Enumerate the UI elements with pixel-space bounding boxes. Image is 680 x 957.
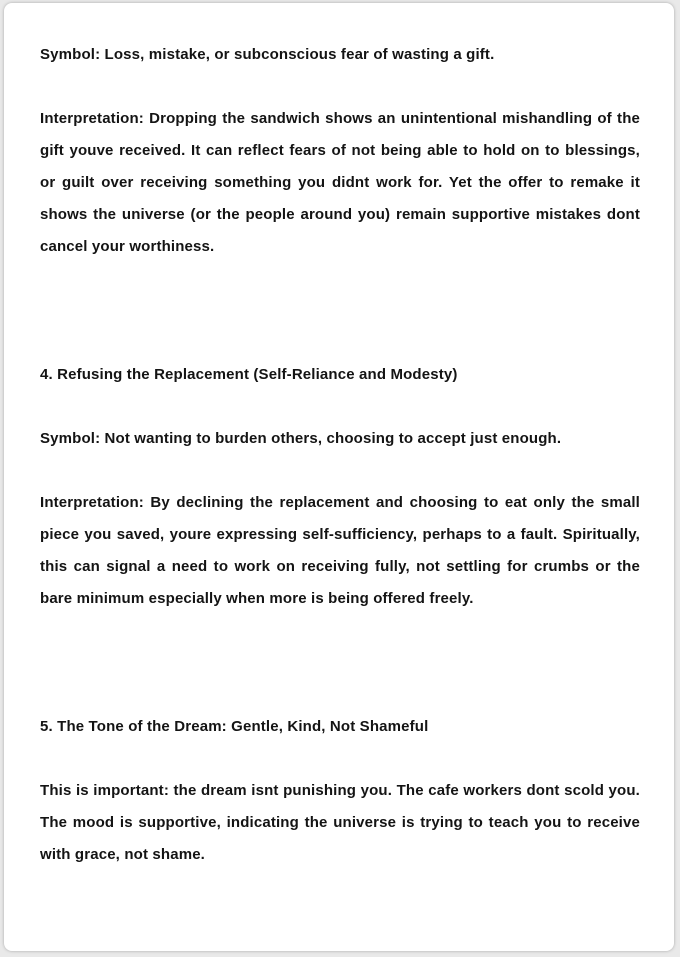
section-4-interpretation: Interpretation: By declining the replacement and choosing to eat only the small piece you saved, youre expressing self-sufficiency, perhaps to a fault. Spiritually, this can signal a need to work on receiving fully, not settling for crumbs or the bare minimum especially when more is being offered freely. [40,494,640,607]
section-4-heading: 4. Refusing the Replacement (Self-Reliance and Modesty) [40,366,458,383]
section-3-interpretation: Interpretation: Dropping the sandwich shows an unintentional mishandling of the gift youve received. It can reflect fears of not being able to hold on to blessings, or guilt over receiving something you didnt work for. Yet the offer to remake it shows the universe (or the people around you) remain supportive mistakes dont cancel your worthiness. [40,110,640,255]
spacer [40,455,640,487]
section-3-symbol: Symbol: Loss, mistake, or subconscious fear of wasting a gift. [40,46,495,63]
spacer [40,71,640,103]
section-spacer [40,263,640,359]
section-5-heading: 5. The Tone of the Dream: Gentle, Kind, Not Shameful [40,718,429,735]
section-4-symbol: Symbol: Not wanting to burden others, choosing to accept just enough. [40,430,562,447]
spacer [40,391,640,423]
document-page [4,3,674,951]
section-5-body: This is important: the dream isnt punishing you. The cafe workers dont scold you. The mood is supportive, indicating the universe is trying to teach you to receive with grace, not shame. [40,782,640,863]
spacer [40,743,640,775]
document-body [40,39,640,871]
section-spacer [40,615,640,711]
